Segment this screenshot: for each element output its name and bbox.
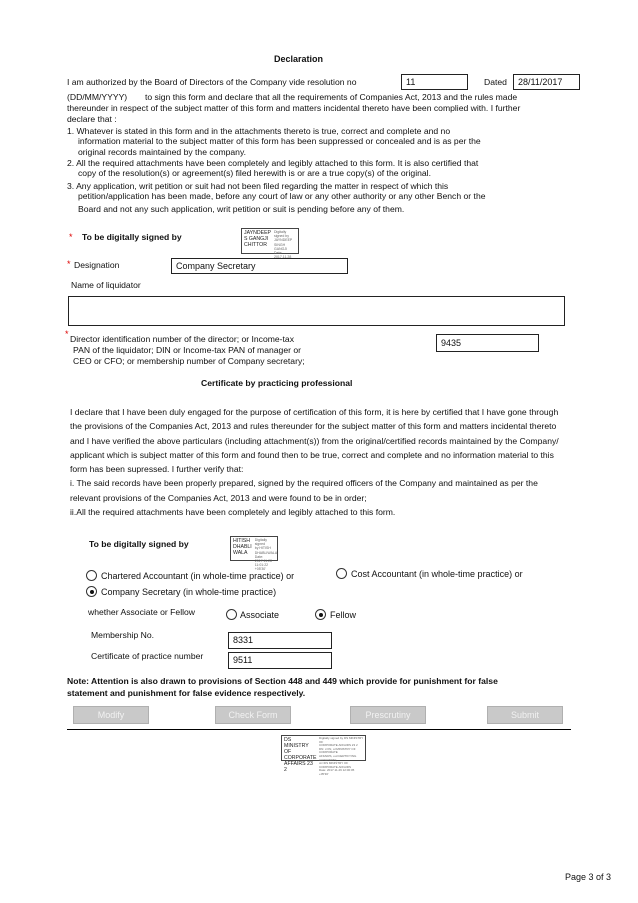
declaration-item-1: 1. Whatever is stated in this form and in the attachments thereto is true, correct and complete and no information material to the subject matter of this form has been suppressed or concealed and is as per the original records maintained by the company. <box>67 126 481 157</box>
cop-label: Certificate of practice number <box>91 651 204 661</box>
cop-number-field[interactable]: 9511 <box>228 652 332 669</box>
modify-button[interactable]: Modify <box>73 706 149 724</box>
membership-label: Membership No. <box>91 630 155 640</box>
date-field[interactable]: 28/11/2017 <box>513 74 580 90</box>
signature-details: Digitally signed by JAYNDEEP SINGH GANGJI Date: <box>274 230 293 256</box>
declaration-line-3: thereunder in respect of the subject matter of this form and matters incidental thereto have been complied with. I further <box>67 103 521 113</box>
required-marker: * <box>65 329 69 339</box>
certificate-title: Certificate by practicing professional <box>201 378 353 388</box>
certificate-text: I declare that I have been duly engaged for the purpose of certification of this form, it is here by certified that I have gone through the provisions of the Companies Act, 2013 and rules thereunder for the subject matter of this form and matters incidental thereto and I have verified the above particulars (including attachment(s)) from the original/certified records maintained by the Company/ applicant which is subject matter of this form and found then to be true, correct and complete and no information material to this form has been supressed. I further verify that: i. The said records have been properly prepared, signed by the required officers of the Company and maintained as per the relevant provisions of the Companies Act, 2013 and were found to be in order; ii.All the required attachments have been completely and legibly attached to this form. <box>70 407 559 518</box>
resolution-number-field[interactable]: 11 <box>401 74 468 90</box>
signature-details: Digitally signed by DS MINISTRY OF CORPORATE AFFAIRS 23 2 DN: c=IN, o=MINISTRY OF CORPORATE AFFAIRS, ou=CERTIFYING AUTHORITY, cn=DS MINISTRY OF CORPORATE AFFAIRS Date: 2017.11.29 12:00:05 +05'30' <box>319 736 364 776</box>
option-chartered-accountant-label: Chartered Accountant (in whole-time practice) or <box>101 571 295 581</box>
professional-signed-label: To be digitally signed by <box>89 539 189 549</box>
date-format-label: (DD/MM/YYYY) <box>67 92 128 102</box>
digitally-signed-label: To be digitally signed by <box>82 232 182 242</box>
signer-name: JAYNDEEP S GANGJI CHITTOR <box>244 230 272 248</box>
option-company-secretary-label: Company Secretary (in whole-time practice) <box>101 587 277 597</box>
radio-fellow[interactable] <box>315 609 326 620</box>
din-field[interactable]: 9435 <box>436 334 539 352</box>
declaration-line-2: to sign this form and declare that all the requirements of Companies Act, 2013 and the rules made <box>145 92 518 102</box>
dated-label: Dated <box>484 77 507 87</box>
page-number: Page 3 of 3 <box>565 872 612 882</box>
radio-chartered-accountant[interactable] <box>86 570 97 581</box>
associate-label: Associate <box>240 610 280 620</box>
liquidator-label: Name of liquidator <box>71 280 141 290</box>
associate-fellow-label: whether Associate or Fellow <box>88 607 195 617</box>
check-form-button[interactable]: Check Form <box>215 706 291 724</box>
fellow-label: Fellow <box>330 610 357 620</box>
required-marker: * <box>69 232 73 242</box>
liquidator-name-field[interactable] <box>68 296 565 326</box>
declaration-line-4: declare that : <box>67 114 117 124</box>
designation-label: Designation <box>74 260 120 270</box>
required-marker: * <box>67 259 71 269</box>
radio-cost-accountant[interactable] <box>336 568 347 579</box>
note: Note: Attention is also drawn to provisions of Section 448 and 449 which provide for punishment for false statement and punishment for false evidence respectively. <box>67 676 498 698</box>
declaration-title: Declaration <box>274 54 324 64</box>
office-digital-signature <box>281 735 366 776</box>
professional-digital-signature[interactable] <box>230 536 278 572</box>
declaration-line-1: I am authorized by the Board of Directors of the Company vide resolution no <box>67 77 357 87</box>
designation-field[interactable]: Company Secretary <box>171 258 348 274</box>
radio-associate[interactable] <box>226 609 237 620</box>
signer-name: HITISH DHABLI WALA <box>233 538 252 556</box>
declaration-item-3: 3. Any application, writ petition or suit had not been filed regarding the matter in respect of which this petition/application has been made, before any court of law or any other authority or any other Bench or the Board and not any such application, writ petition or suit is pending before any of them. <box>67 181 486 214</box>
prescrutiny-button[interactable]: Prescrutiny <box>350 706 426 724</box>
submit-button[interactable]: Submit <box>487 706 563 724</box>
radio-company-secretary[interactable] <box>86 586 97 597</box>
divider <box>67 729 571 730</box>
declaration-item-2: 2. All the required attachments have been completely and legibly attached to this form. It is also certified that copy of the resolution(s) or agreement(s) filed herewith is or are a true copy(s) of the original. <box>67 158 479 179</box>
membership-number-field[interactable]: 8331 <box>228 632 332 649</box>
director-digital-signature[interactable] <box>241 228 299 254</box>
signer-name: DS MINISTRY OF CORPORATE AFFAIRS 23 2 <box>284 737 317 773</box>
din-label: Director identification number of the director; or Income-tax PAN of the liquidator; DIN or Income-tax PAN of manager or CEO or CFO; or membership number of Company secretary; <box>70 334 305 367</box>
option-cost-accountant-label: Cost Accountant (in whole-time practice) or <box>351 569 523 579</box>
signature-details: Digitally signed by HITISH DHABLIWALA Date: 2017.11.28 11:01:22 +05'30' <box>254 538 278 572</box>
